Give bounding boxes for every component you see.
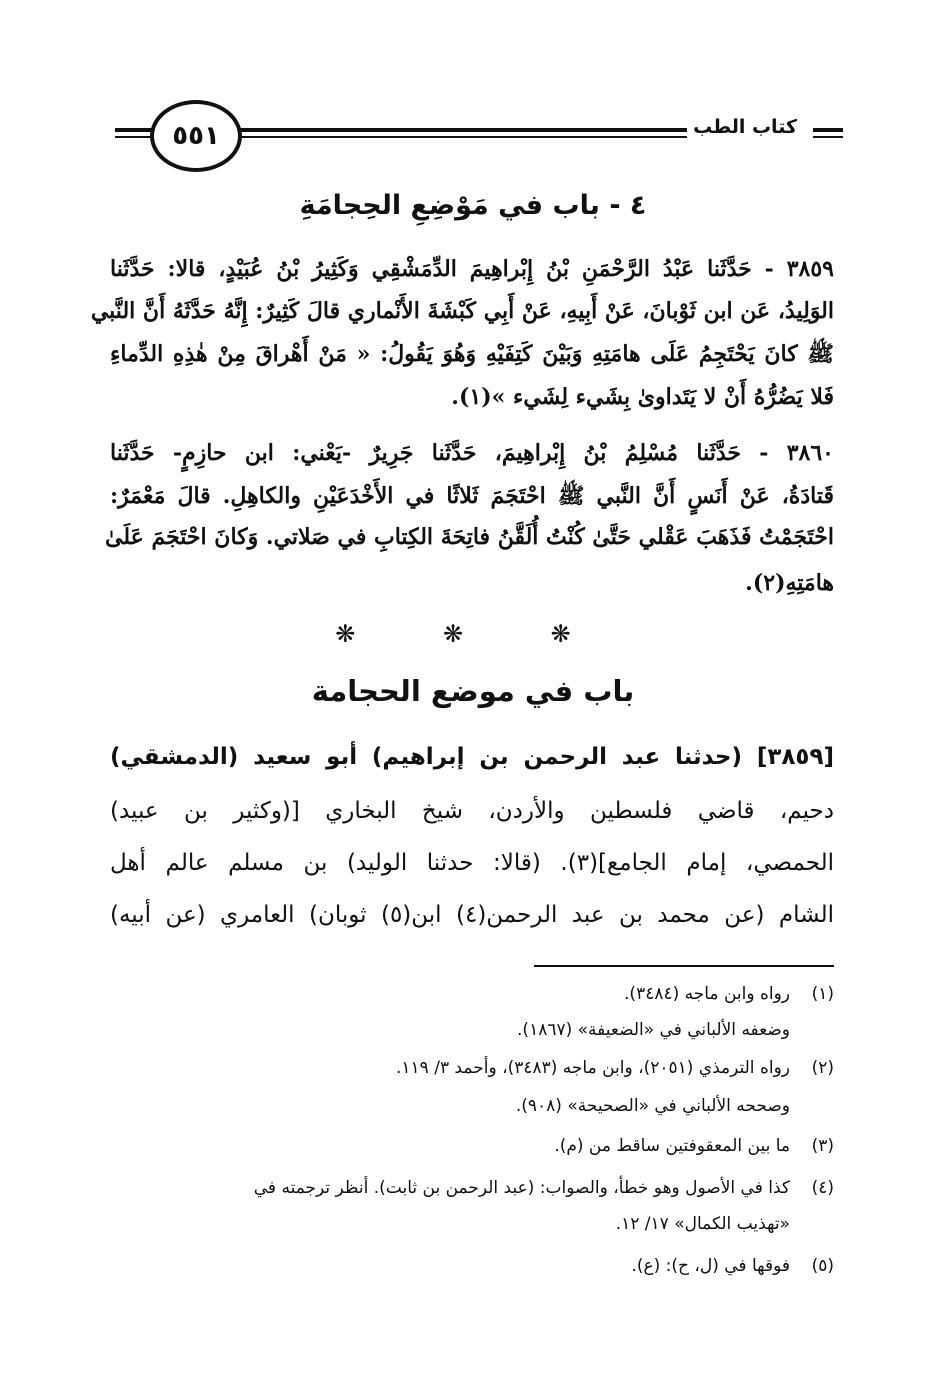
footnote-5 <box>106 1256 834 1276</box>
footnote-number: (٣) <box>811 1136 834 1156</box>
footnote-1-cont: وضعفه الألباني في «الضعيفة» (١٨٦٧). <box>517 1020 790 1040</box>
commentary-line-4: الشام (عن محمد بن عبد الرحمن(٤) ابن(٥) ثوبان) العامري (عن أبيه) <box>110 902 834 928</box>
commentary-title: باب في موضع الحجامة <box>311 674 635 708</box>
footnote-text: كذا في الأصول وهو خطأ، والصواب: (عبد الرحمن بن ثابت). أنظر ترجمته في <box>253 1178 790 1198</box>
section-separator: ❋ ❋ ❋ <box>335 620 611 648</box>
hadith-3859-line-4: فَلا يَضُرُّهُ أَنْ لا يَتَداوىٰ بِشَيء لِشَيء »(١). <box>451 384 834 410</box>
footnote-text: ما بين المعقوفتين ساقط من (م). <box>554 1136 790 1156</box>
hadith-3860-line-4: هامَتِهِ(٢). <box>745 570 834 596</box>
footnote-separator <box>534 965 834 967</box>
page-header <box>105 92 843 192</box>
footnote-1 <box>106 984 834 1004</box>
footnote-number: (٤) <box>811 1178 834 1198</box>
footnote-4 <box>106 1178 834 1198</box>
footnote-text: فوقها في (ل، ح): (ع). <box>631 1256 790 1276</box>
commentary-line-2: دحيم، قاضي فلسطين والأردن، شيخ البخاري [(وكثير بن عبيد) <box>110 798 834 824</box>
footnote-text: رواه وابن ماجه (٣٤٨٤). <box>624 984 790 1004</box>
hadith-3860-line-3: احْتَجَمْتُ فَذَهَبَ عَقْلي حَتَّىٰ كُنْتُ أُلَقَّنُ فاتِحَةَ الكِتابِ في صَلاتي. وَكانَ احْتَجَمَ عَلَىٰ <box>105 524 834 550</box>
hadith-3860-line-1: ٣٨٦٠ - حَدَّثَنا مُسْلِمُ بْنُ إِبْراهِيمَ، حَدَّثَنا جَرِيرٌ -يَعْني: ابن حازِمٍ- حَدَّثَنا <box>110 440 834 466</box>
header-rule-right-thin <box>813 136 843 138</box>
footnote-2 <box>106 1058 834 1078</box>
hadith-3859-line-2: الوَلِيدُ، عَن ابن ثَوْبانَ، عَنْ أَبِيهِ، عَنْ أَبِي كَبْشَةَ الأَنْماري قالَ كَثِيرٌ: إِنَّهُ حَدَّثَهُ أَنَّ النَّبي <box>90 298 834 324</box>
footnote-number: (٢) <box>811 1058 834 1078</box>
section-title: ٤ - باب في مَوْضِعِ الحِجامَةِ <box>299 190 647 221</box>
footnote-3 <box>106 1136 834 1156</box>
footnote-number: (٥) <box>811 1256 834 1276</box>
running-title: كتاب الطب <box>687 116 803 138</box>
header-rule-right <box>813 128 843 132</box>
hadith-3859-line-1: ٣٨٥٩ - حَدَّثَنا عَبْدُ الرَّحْمَنِ بْنُ إِبْراهِيمَ الدِّمَشْقِي وَكَثِيرُ بْنُ عُبَيْدٍ، قالا: حَدَّثَنا <box>110 256 834 282</box>
footnote-text: رواه الترمذي (٢٠٥١)، وابن ماجه (٣٤٨٣)، وأحمد ٣/ ١١٩. <box>395 1058 790 1078</box>
footnote-2-cont: وصححه الألباني في «الصحيحة» (٩٠٨). <box>515 1096 790 1116</box>
footnote-4-cont: «تهذيب الكمال» ١٧/ ١٢. <box>615 1214 790 1234</box>
page-number: ٥٥١ <box>150 100 242 172</box>
hadith-3860-line-2: قَتادَةُ، عَنْ أَنَسٍ أَنَّ النَّبي ﷺ احْتَجَمَ ثَلاثًا في الأَخْدَعَيْنِ والكاهِلِ. قالَ مَعْمَرٌ: <box>110 483 834 509</box>
commentary-line-1: [٣٨٥٩] (حدثنا عبد الرحمن بن إبراهيم) أبو سعيد (الدمشقي) <box>110 744 834 770</box>
commentary-line-3: الحمصي، إمام الجامع](٣). (قالا: حدثنا الوليد) بن مسلم عالم أهل <box>110 850 835 876</box>
footnote-number: (١) <box>811 984 834 1004</box>
hadith-3859-line-3: ﷺ كانَ يَحْتَجِمُ عَلَى هامَتِهِ وَبَيْنَ كَتِفَيْهِ وَهُوَ يَقُولُ: « مَنْ أَهْراقَ مِنْ هٰذِهِ الدِّماءِ <box>110 341 834 367</box>
